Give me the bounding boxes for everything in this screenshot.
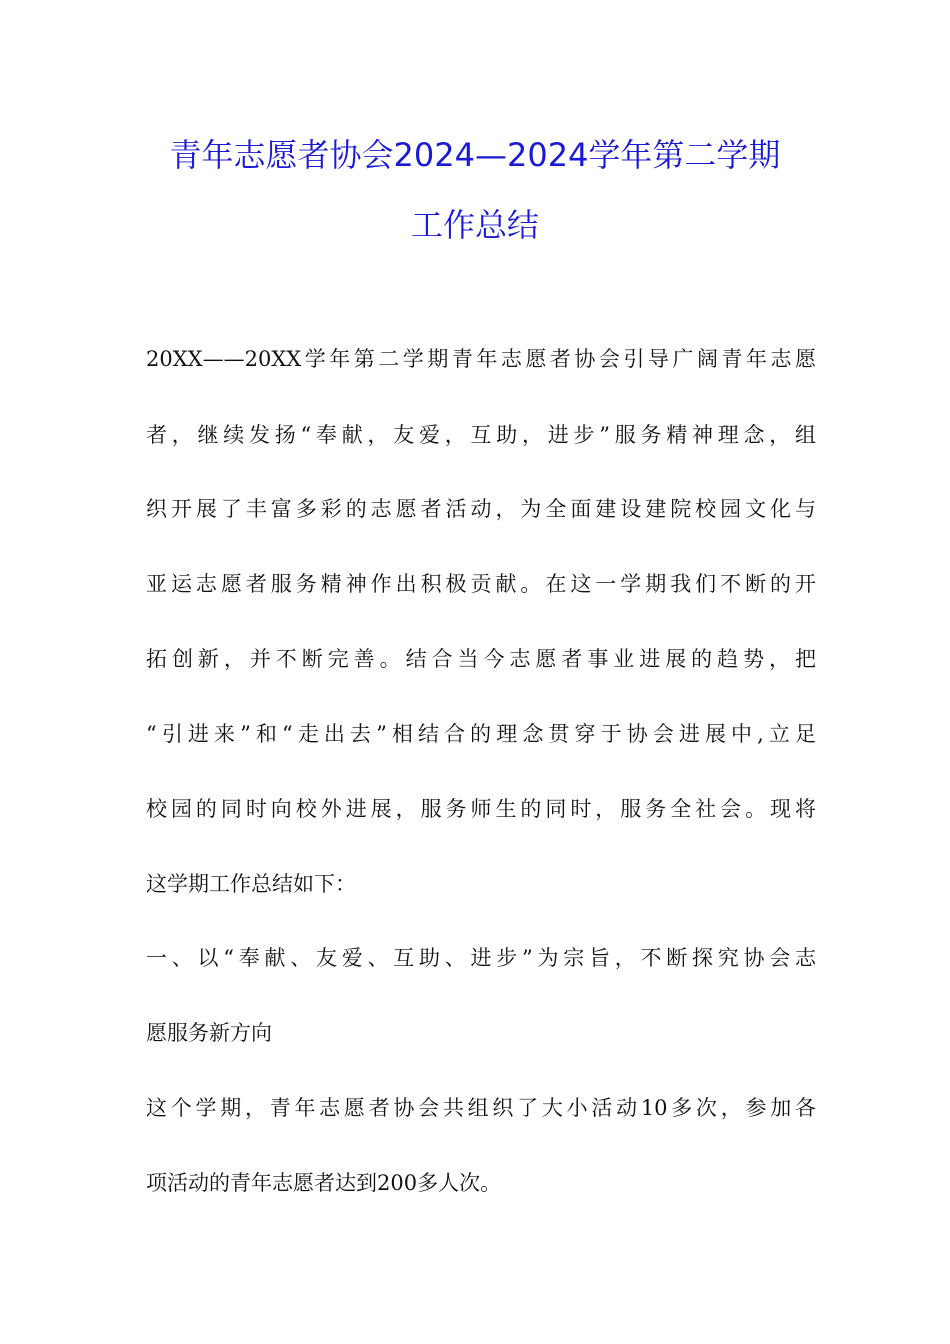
paragraph-line: 亚运志愿者服务精神作出积极贡献。在这一学期我们不断的开	[146, 572, 816, 596]
paragraph-line: 者，继续发扬“奉献，友爱，互助，进步”服务精神理念，组	[146, 423, 816, 447]
paragraph-line: 校园的同时向校外进展，服务师生的同时，服务全社会。现将	[146, 797, 816, 821]
section-heading-line: 一、以“奉献、友爱、互助、进步”为宗旨，不断探究协会志	[146, 946, 816, 970]
document-title-line-2: 工作总结	[410, 206, 539, 244]
section-heading-line: 愿服务新方向	[146, 1021, 272, 1045]
paragraph-line: 织开展了丰富多彩的志愿者活动，为全面建设建院校园文化与	[146, 497, 816, 521]
paragraph-line: 20XX——20XX学年第二学期青年志愿者协会引导广阔青年志愿	[146, 347, 816, 371]
paragraph-line: 项活动的青年志愿者达到200多人次。	[146, 1171, 502, 1195]
paragraph-line: 这学期工作总结如下：	[146, 872, 356, 896]
paragraph-line: 拓创新，并不断完善。结合当今志愿者事业进展的趋势，把	[146, 647, 816, 671]
paragraph-line: 这个学期，青年志愿者协会共组织了大小活动10多次，参加各	[146, 1096, 816, 1120]
paragraph-line: “引进来”和“走出去”相结合的理念贯穿于协会进展中,立足	[146, 722, 816, 746]
document-title-line-1: 青年志愿者协会2024—2024学年第二学期	[169, 136, 781, 174]
